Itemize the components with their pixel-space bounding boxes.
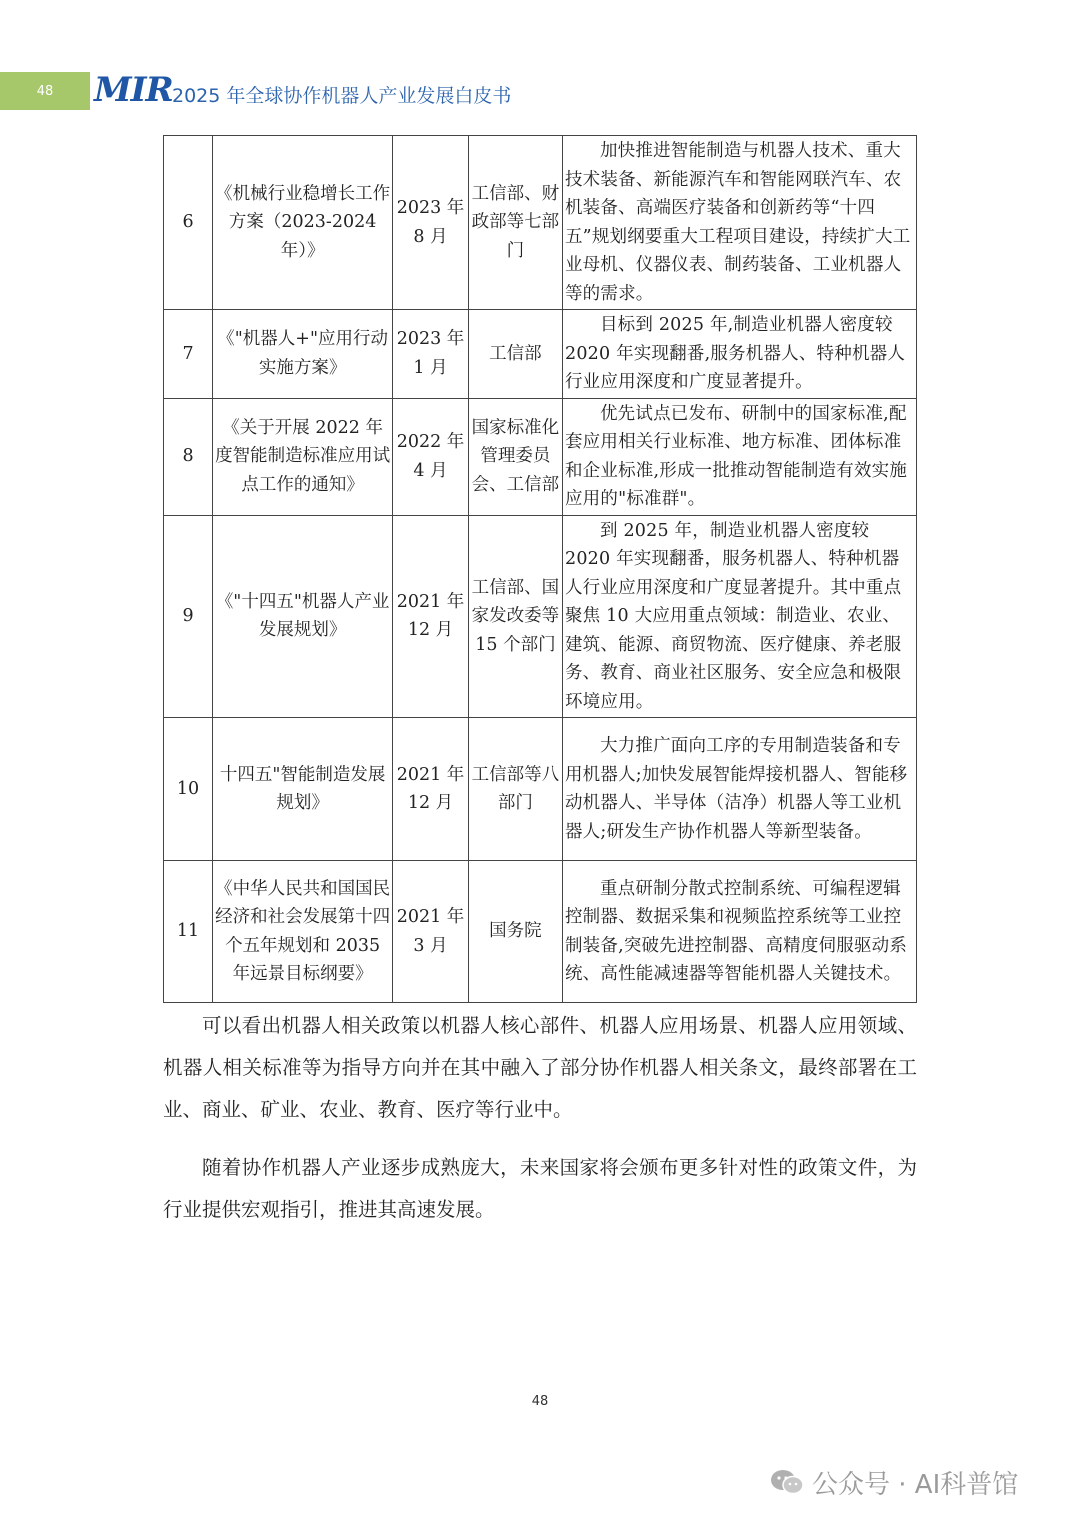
logo-text: MIR [94,70,173,110]
issuing-department: 工信部、财政部等七部门 [468,136,562,310]
table-row [164,861,917,1003]
policy-content: 重点研制分散式控制系统、可编程逻辑控制器、数据采集和视频监控系统等工业控制装备,突破先进控制器、高精度伺服驱动系统、高性能减速器等智能机器人关键技术。 [562,861,916,1003]
policy-name: 《中华人民共和国国民经济和社会发展第十四个五年规划和 2035 年远景目标纲要》 [213,861,393,1003]
policy-table [163,135,917,1003]
policy-name: 《机械行业稳增长工作方案（2023-2024 年）》 [213,136,393,310]
issuing-department: 国家标准化管理委员会、工信部 [468,398,562,515]
policy-content: 到 2025 年，制造业机器人密度较 2020 年实现翻番，服务机器人、特种机器人行业应用深度和广度显著提升。其中重点聚焦 10 大应用重点领域：制造业、农业、建筑、能源、商贸物流、医疗健康、养老服务、教育、商业社区服务、安全应急和极限环境应用。 [562,515,916,718]
mir-logo [94,70,173,110]
policy-name: 《"十四五"机器人产业发展规划》 [213,515,393,718]
policy-date: 2021 年 3 月 [393,861,469,1003]
header-page-number: 48 [0,72,90,110]
row-number: 8 [164,398,213,515]
policy-content: 大力推广面向工序的专用制造装备和专用机器人;加快发展智能焊接机器人、智能移动机器人、半导体（洁净）机器人等工业机器人;研发生产协作机器人等新型装备。 [562,718,916,861]
row-number: 10 [164,718,213,861]
watermark-text: 公众号 · AI科普馆 [812,1469,1019,1500]
policy-date: 2021 年 12 月 [393,718,469,861]
policy-name: 《"机器人+"应用行动实施方案》 [213,310,393,399]
table-row [164,515,917,718]
issuing-department: 国务院 [468,861,562,1003]
issuing-department: 工信部 [468,310,562,399]
row-number: 7 [164,310,213,399]
page-header [0,72,1080,110]
policy-name: 十四五"智能制造发展规划》 [213,718,393,861]
issuing-department: 工信部、国家发改委等 15 个部门 [468,515,562,718]
policy-name: 《关于开展 2022 年度智能制造标准应用试点工作的通知》 [213,398,393,515]
table-row [164,310,917,399]
body-paragraph: 随着协作机器人产业逐步成熟庞大，未来国家将会颁布更多针对性的政策文件，为行业提供宏观指引，推进其高速发展。 [163,1156,917,1221]
policy-content: 加快推进智能制造与机器人技术、重大技术装备、新能源汽车和智能网联汽车、农机装备、高端医疗装备和创新药等“十四五”规划纲要重大工程项目建设，持续扩大工业母机、仪器仪表、制药装备、工业机器人等的需求。 [562,136,916,310]
footer-page-number: 48 [531,1394,549,1409]
row-number: 11 [164,861,213,1003]
issuing-department: 工信部等八部门 [468,718,562,861]
wechat-icon [770,1468,804,1496]
policy-content: 目标到 2025 年,制造业机器人密度较 2020 年实现翻番,服务机器人、特种机器人行业应用深度和广度显著提升。 [562,310,916,399]
policy-date: 2023 年 1 月 [393,310,469,399]
policy-content: 优先试点已发布、研制中的国家标准,配套应用相关行业标准、地方标准、团体标准和企业标准,形成一批推动智能制造有效实施应用的"标准群"。 [562,398,916,515]
row-number: 9 [164,515,213,718]
policy-date: 2023 年 8 月 [393,136,469,310]
row-number: 6 [164,136,213,310]
document-title: 2025 年全球协作机器人产业发展白皮书 [172,85,512,107]
policy-date: 2021 年 12 月 [393,515,469,718]
table-row [164,718,917,861]
table-row [164,136,917,310]
table-row [164,398,917,515]
watermark [770,1462,1018,1502]
policy-date: 2022 年 4 月 [393,398,469,515]
body-paragraph: 可以看出机器人相关政策以机器人核心部件、机器人应用场景、机器人应用领域、机器人相关标准等为指导方向并在其中融入了部分协作机器人相关条文，最终部署在工业、商业、矿业、农业、教育、医疗等行业中。 [163,1014,917,1121]
